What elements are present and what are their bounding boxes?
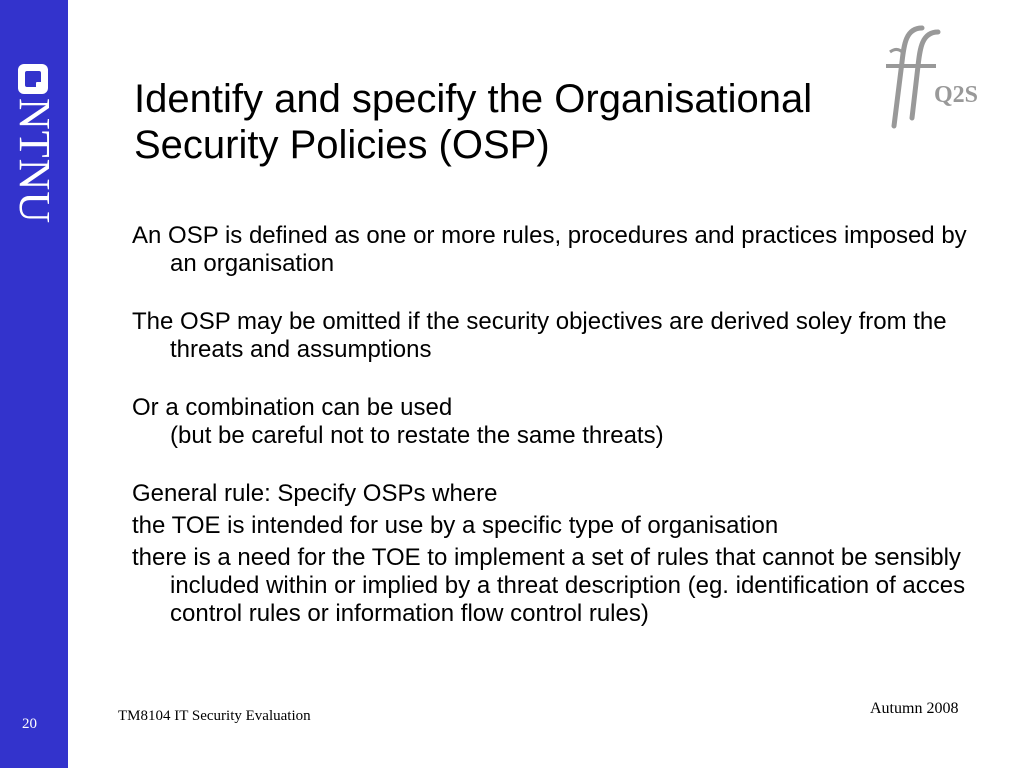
body-paragraph: (but be careful not to restate the same threats) — [170, 422, 664, 449]
title-line-2: Security Policies (OSP) — [134, 123, 550, 167]
footer-term: Autumn 2008 — [870, 700, 959, 717]
slide-title — [134, 76, 974, 168]
q2s-logo-text: Q2S — [934, 82, 979, 108]
body-paragraph: General rule: Specify OSPs where — [132, 480, 498, 507]
body-paragraph: The OSP may be omitted if the security objectives are derived soley from the threats and assumptions — [132, 308, 947, 363]
title-line-1: Identify and specify the Organisational — [134, 77, 813, 121]
body-paragraph: An OSP is defined as one or more rules, procedures and practices imposed by an organisation — [132, 222, 967, 277]
ntnu-logo-icon — [18, 64, 48, 94]
body-paragraph: there is a need for the TOE to implement a set of rules that cannot be sensibly included within or implied by a threat description (eg. identification of acces control rules or information flow control rules) — [132, 544, 966, 627]
ntnu-wordmark: NTNU — [10, 98, 59, 225]
body-paragraph: Or a combination can be used — [132, 394, 453, 421]
footer-course: TM8104 IT Security Evaluation — [118, 708, 311, 724]
body-paragraph: the TOE is intended for use by a specific type of organisation — [132, 512, 779, 539]
sidebar — [0, 0, 68, 768]
slide-body — [132, 222, 982, 628]
slide-number: 20 — [22, 716, 37, 732]
